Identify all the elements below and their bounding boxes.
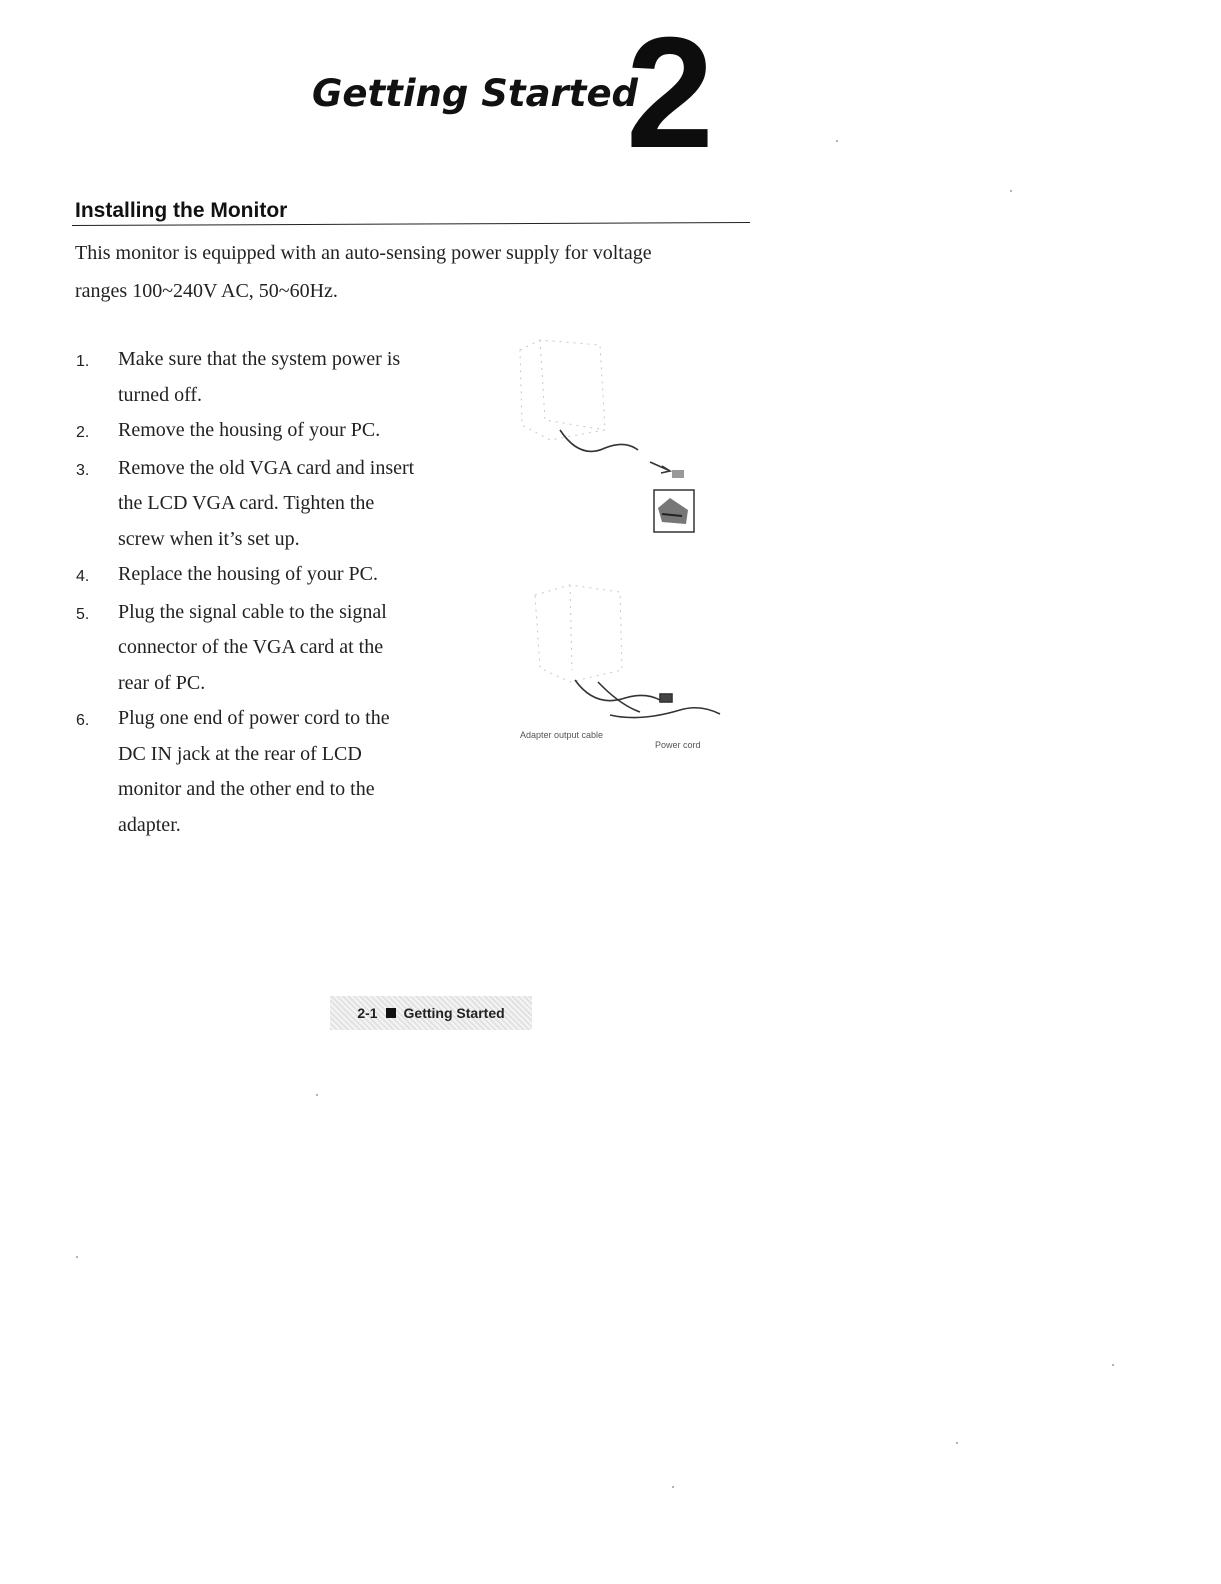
intro-line-1: This monitor is equipped with an auto-sensing power supply for voltage [75,242,652,264]
caption-power-cord: Power cord [655,740,701,750]
step-text: Remove the old VGA card and insert the LCD VGA card. Tighten the screw when it’s set up. [118,456,415,550]
step-text: Replace the housing of your PC. [118,563,378,585]
intro-line-2: ranges 100~240V AC, 50~60Hz. [75,280,338,302]
step-item [76,595,436,702]
footer-page-number: 2-1 [357,1005,378,1021]
vga-card-icon [654,470,694,532]
scan-speck [836,140,838,142]
footer-square-icon [386,1008,396,1018]
step-number: 6. [76,712,90,729]
scan-speck [76,1256,78,1258]
step-number: 4. [76,568,90,585]
caption-adapter-output-cable: Adapter output cable [520,730,604,740]
illustration-svg [510,330,750,770]
intro-paragraph [75,234,775,310]
section-heading: Installing the Monitor [75,199,288,222]
footer-label: Getting Started [403,1005,505,1021]
step-item [76,342,436,413]
step-number: 2. [76,424,90,441]
step-text: Make sure that the system power is turned off. [118,348,401,406]
step-item [76,413,436,451]
scan-speck [1112,1364,1114,1366]
signal-cable-icon [560,430,670,473]
step-text: Plug one end of power cord to the DC IN jack at the rear of LCD monitor and the other end to the adapter. [118,707,390,836]
chapter-title: Getting Started [312,72,639,115]
page-footer [330,996,532,1030]
installation-illustration [510,330,750,775]
step-number: 5. [76,605,90,623]
scan-speck [956,1442,958,1444]
power-adapter-icon [575,680,720,718]
scan-speck [316,1094,318,1096]
step-text: Remove the housing of your PC. [118,419,381,441]
scan-speck [672,1486,674,1488]
scan-speck [1010,190,1012,192]
installation-steps [76,342,436,843]
monitor-sketch-icon [535,585,622,682]
step-item [76,701,436,843]
chapter-number: 2 [626,5,714,181]
step-number: 1. [76,353,90,370]
step-item [76,557,436,595]
step-number: 3. [76,461,90,479]
step-item [76,451,436,558]
step-text: Plug the signal cable to the signal connector of the VGA card at the rear of PC. [118,600,387,694]
pc-sketch-icon [520,340,605,440]
